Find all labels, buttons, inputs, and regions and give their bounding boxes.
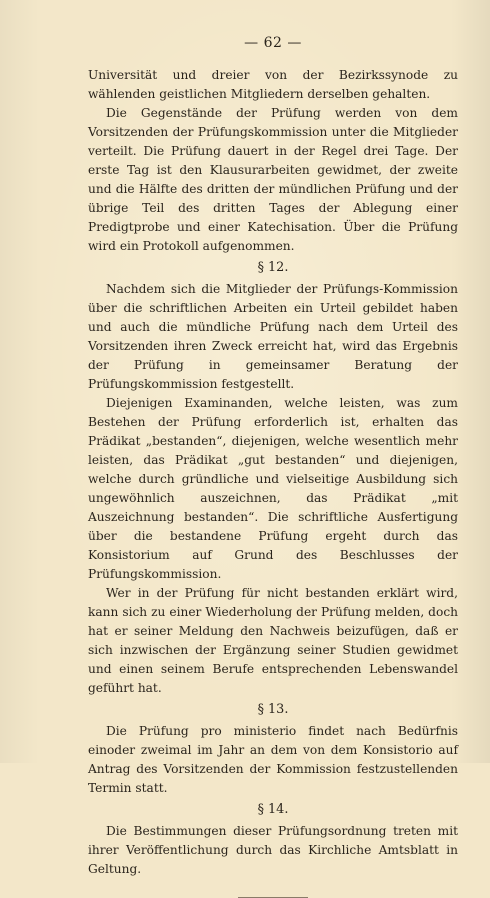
page-content [88,34,458,898]
paragraph-examination-subjects: Die Gegenstände der Prüfung werden von dem Vorsitzenden der Prüfungskommission unter die Mitglieder verteilt. Die Prüfung dauert in der Regel drei Tage. Der erste Tag ist den Klausurarbeiten gewidmet, der zweite und die Hälfte des dritten der mündlichen Prüfung und der übrige Teil des dritten Tages der Ablegung einer Predigtprobe und einer Katechisation. Über die Prüfung wird ein Protokoll aufgenommen. [88,106,458,253]
paragraph-continuation: Universität und dreier von der Bezirkssynode zu wählenden geistlichen Mitgliedern derselben gehalten. [88,68,458,101]
paragraph-pro-ministerio: Die Prüfung pro ministerio findet nach Bedürfnis einoder zweimal im Jahr an dem von dem Konsistorio auf Antrag des Vorsitzenden der Kommission festzustellenden Termin statt. [88,724,458,795]
section-heading-14: § 14. [257,802,289,817]
section-heading-12: § 12. [257,260,289,275]
paragraph-effectiveness: Die Bestimmungen dieser Prüfungsordnung treten mit ihrer Veröffentlichung durch das Kirchliche Amtsblatt in Geltung. [88,824,458,876]
paragraph-result-determination: Nachdem sich die Mitglieder der Prüfungs-Kommission über die schriftlichen Arbeiten ein Urteil gebildet haben und auch die mündliche Prüfung nach dem Urteil des Vorsitzenden ihren Zweck erreicht hat, wird das Ergebnis der Prüfung in gemeinsamer Beratung der Prüfungskommission festgestellt. [88,282,458,391]
paragraph-predicates: Diejenigen Examinanden, welche leisten, was zum Bestehen der Prüfung erforderlich ist, erhalten das Prädikat „bestanden“, diejenigen, welche wesentlich mehr leisten, das Prädikat „gut bestanden“ und diejenigen, welche durch gründliche und vielseitige Ausbildung sich ungewöhnlich auszeichnen, das Prädikat „mit Auszeichnung bestanden“. Die schriftliche Ausfertigung über die bestandene Prüfung ergeht durch das Konsistorium auf Grund des Beschlusses der Prüfungskommission. [88,396,458,581]
section-heading-13: § 13. [257,702,289,717]
page-number: — 62 — [244,35,302,51]
paragraph-repetition: Wer in der Prüfung für nicht bestanden erklärt wird, kann sich zu einer Wiederholung der Prüfung melden, doch hat er seiner Meldung den Nachweis beizufügen, daß er sich inzwischen der Ergänzung seiner Studien gewidmet und einen seinem Berufe entsprechenden Lebenswandel geführt hat. [88,586,458,695]
